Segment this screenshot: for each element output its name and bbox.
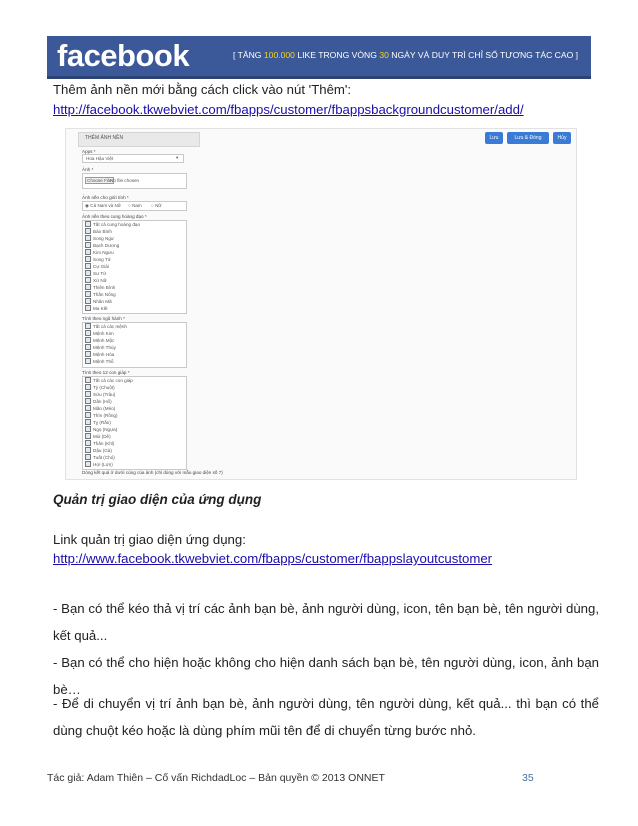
intro-text: Thêm ảnh nền mới bằng cách click vào nút 'Thêm':	[53, 82, 352, 97]
gender-radio-group[interactable]: ◉ Cả Nam và Nữ ○ Nam ○ Nữ	[82, 201, 187, 211]
checkbox-option[interactable]	[83, 270, 186, 277]
add-background-link[interactable]: http://facebook.tkwebviet.com/fbapps/customer/fbappsbackgroundcustomer/add/	[53, 102, 524, 117]
checkbox-option[interactable]	[83, 351, 186, 358]
checkbox-icon[interactable]	[85, 398, 91, 404]
checkbox-label: Tất cả các con giáp	[93, 378, 133, 383]
checkbox-option[interactable]	[83, 398, 186, 405]
checkbox-option[interactable]	[83, 461, 186, 468]
checkbox-label: Sửu (Trâu)	[93, 392, 116, 397]
checkbox-option[interactable]	[83, 284, 186, 291]
checkbox-label: Mệnh Thủy	[93, 345, 116, 350]
checkbox-option[interactable]	[83, 305, 186, 312]
checkbox-icon[interactable]	[85, 337, 91, 343]
checkbox-icon[interactable]	[85, 270, 91, 276]
checkbox-icon[interactable]	[85, 284, 91, 290]
checkbox-icon[interactable]	[85, 384, 91, 390]
checkbox-label: Xử Nữ	[93, 278, 107, 283]
checkbox-icon[interactable]	[85, 351, 91, 357]
checkbox-label: Bảo Bình	[93, 229, 112, 234]
checkbox-option[interactable]	[83, 358, 186, 365]
checkbox-icon[interactable]	[85, 405, 91, 411]
checkbox-label: Dậu (Gà)	[93, 448, 112, 453]
paragraph-visibility: - Bạn có thể cho hiện hoặc không cho hiện danh sách bạn bè, tên người dùng, icon, ảnh bạn bè…	[53, 655, 599, 697]
chevron-down-icon: ▾	[176, 155, 179, 160]
checkbox-option[interactable]	[83, 440, 186, 447]
gender-label: Ảnh nền cho giới tính *	[82, 195, 129, 200]
layout-admin-link[interactable]: http://www.facebook.tkwebviet.com/fbapps/customer/fbappslayoutcustomer	[53, 551, 493, 566]
checkbox-option[interactable]	[83, 344, 186, 351]
checkbox-icon[interactable]	[85, 447, 91, 453]
checkbox-icon[interactable]	[85, 330, 91, 336]
checkbox-label: Mão (Mèo)	[93, 406, 116, 411]
checkbox-option[interactable]	[83, 391, 186, 398]
checkbox-icon[interactable]	[85, 323, 91, 329]
image-label: Ảnh *	[82, 167, 94, 172]
checkbox-icon[interactable]	[85, 377, 91, 383]
element-checkbox-list[interactable]	[82, 322, 187, 368]
checkbox-icon[interactable]	[85, 426, 91, 432]
checkbox-label: Song Tử	[93, 257, 111, 262]
cancel-button[interactable]: Hủy	[553, 132, 571, 144]
checkbox-option[interactable]	[83, 384, 186, 391]
checkbox-label: Ngọ (Ngựa)	[93, 427, 118, 432]
checkbox-icon[interactable]	[85, 305, 91, 311]
checkbox-label: Thần Nông	[93, 292, 116, 297]
save-close-button[interactable]: Lưu & Đóng	[507, 132, 549, 144]
checkbox-label: Tuất (Chó)	[93, 455, 115, 460]
checkbox-icon[interactable]	[85, 461, 91, 467]
checkbox-icon[interactable]	[85, 277, 91, 283]
checkbox-icon[interactable]	[85, 419, 91, 425]
checkbox-icon[interactable]	[85, 249, 91, 255]
animal-checkbox-list[interactable]	[82, 376, 187, 470]
facebook-logo: facebook	[57, 38, 190, 73]
checkbox-option[interactable]	[83, 298, 186, 305]
checkbox-icon[interactable]	[85, 263, 91, 269]
checkbox-option[interactable]	[83, 377, 186, 384]
checkbox-label: Tất cả các mệnh	[93, 324, 127, 329]
add-background-form-screenshot	[65, 128, 577, 480]
checkbox-option[interactable]	[83, 447, 186, 454]
form-tab: THÊM ẢNH NỀN	[78, 132, 200, 147]
checkbox-label: Cự Giải	[93, 264, 109, 269]
checkbox-label: Dần (Hổ)	[93, 399, 112, 404]
apps-label: Apps *	[82, 149, 96, 154]
checkbox-option[interactable]	[83, 433, 186, 440]
checkbox-option[interactable]	[83, 323, 186, 330]
checkbox-option[interactable]	[83, 337, 186, 344]
checkbox-label: Sư Tử	[93, 271, 107, 276]
checkbox-label: Bạch Dương	[93, 243, 120, 248]
checkbox-option[interactable]	[83, 228, 186, 235]
checkbox-label: Tý (Chuột)	[93, 385, 115, 390]
facebook-banner	[47, 36, 591, 79]
checkbox-option[interactable]	[83, 454, 186, 461]
checkbox-option[interactable]	[83, 263, 186, 270]
checkbox-label: Thân (Khỉ)	[93, 441, 115, 446]
checkbox-icon[interactable]	[85, 440, 91, 446]
checkbox-option[interactable]	[83, 249, 186, 256]
checkbox-option[interactable]	[83, 419, 186, 426]
checkbox-icon[interactable]	[85, 256, 91, 262]
footer-credit: Tác giả: Adam Thiên – Cố vấn RichdadLoc – Bản quyền © 2013 ONNET	[47, 772, 385, 784]
checkbox-label: Mệnh Mộc	[93, 338, 115, 343]
checkbox-icon[interactable]	[85, 454, 91, 460]
save-button[interactable]: Lưu	[485, 132, 503, 144]
checkbox-label: Mệnh Thổ	[93, 359, 114, 364]
checkbox-option[interactable]	[83, 277, 186, 284]
zodiac-label: Ảnh nền theo cung hoàng đạo *	[82, 214, 147, 219]
checkbox-option[interactable]	[83, 235, 186, 242]
checkbox-label: Nhân Mã	[93, 299, 112, 304]
checkbox-icon[interactable]	[85, 298, 91, 304]
page-number: 35	[522, 772, 534, 784]
checkbox-label: Mệnh Hỏa	[93, 352, 115, 357]
banner-tagline: [ TĂNG 100.000 LIKE TRONG VÒNG 30 NGÀY VÀ DUY TRÌ CHỈ SỐ TƯƠNG TÁC CAO ]	[233, 50, 579, 60]
checkbox-option[interactable]	[83, 426, 186, 433]
paragraph-move: - Để di chuyển vị trí ảnh bạn bè, ảnh người dùng, tên người dùng, kết quả... thì bạn có thể dùng chuột kéo hoặc là dùng phím mũi tên để di chuyển từng bước nhỏ.	[53, 696, 599, 738]
animal-label: Tính theo 12 con giáp *	[82, 370, 130, 375]
checkbox-icon[interactable]	[85, 391, 91, 397]
image-file-input[interactable]: Choose File No file chosen	[82, 173, 187, 189]
checkbox-option[interactable]	[83, 405, 186, 412]
checkbox-icon[interactable]	[85, 228, 91, 234]
checkbox-label: Thiên Bình	[93, 285, 116, 290]
layout-link-label: Link quản trị giao diện ứng dụng:	[53, 532, 246, 547]
checkbox-label: Tất cả cung hoàng đạo	[93, 222, 140, 227]
checkbox-icon[interactable]	[85, 433, 91, 439]
checkbox-label: Mệnh Kim	[93, 331, 114, 336]
result-label: Dòng kết quả ở dưới cùng của ảnh (chỉ dùng với mẫu giao diện số 7)	[82, 470, 223, 475]
checkbox-label: Kim Ngưu	[93, 250, 114, 255]
checkbox-label: Tỵ (Rắn)	[93, 420, 111, 425]
apps-select[interactable]: Hoa Hậu Việt ▾	[82, 154, 184, 163]
checkbox-label: Thìn (Rồng)	[93, 413, 118, 418]
checkbox-label: Song Ngư	[93, 236, 114, 241]
checkbox-option[interactable]	[83, 330, 186, 337]
zodiac-checkbox-list[interactable]	[82, 220, 187, 314]
checkbox-option[interactable]	[83, 256, 186, 263]
element-label: Tính theo ngũ hành *	[82, 316, 125, 321]
checkbox-label: Hợi (Lợn)	[93, 462, 113, 467]
checkbox-icon[interactable]	[85, 291, 91, 297]
paragraph-drag: - Bạn có thể kéo thả vị trí các ảnh bạn bè, ảnh người dùng, icon, tên bạn bè, tên người dùng, kết quả...	[53, 601, 599, 643]
checkbox-icon[interactable]	[85, 344, 91, 350]
checkbox-icon[interactable]	[85, 235, 91, 241]
checkbox-label: Ma Kết	[93, 306, 108, 311]
section-heading: Quản trị giao diện của ứng dụng	[53, 492, 262, 507]
checkbox-option[interactable]	[83, 221, 186, 228]
checkbox-option[interactable]	[83, 242, 186, 249]
checkbox-option[interactable]	[83, 291, 186, 298]
checkbox-icon[interactable]	[85, 221, 91, 227]
checkbox-icon[interactable]	[85, 358, 91, 364]
checkbox-option[interactable]	[83, 412, 186, 419]
checkbox-icon[interactable]	[85, 242, 91, 248]
checkbox-icon[interactable]	[85, 412, 91, 418]
checkbox-label: Mùi (Dê)	[93, 434, 111, 439]
